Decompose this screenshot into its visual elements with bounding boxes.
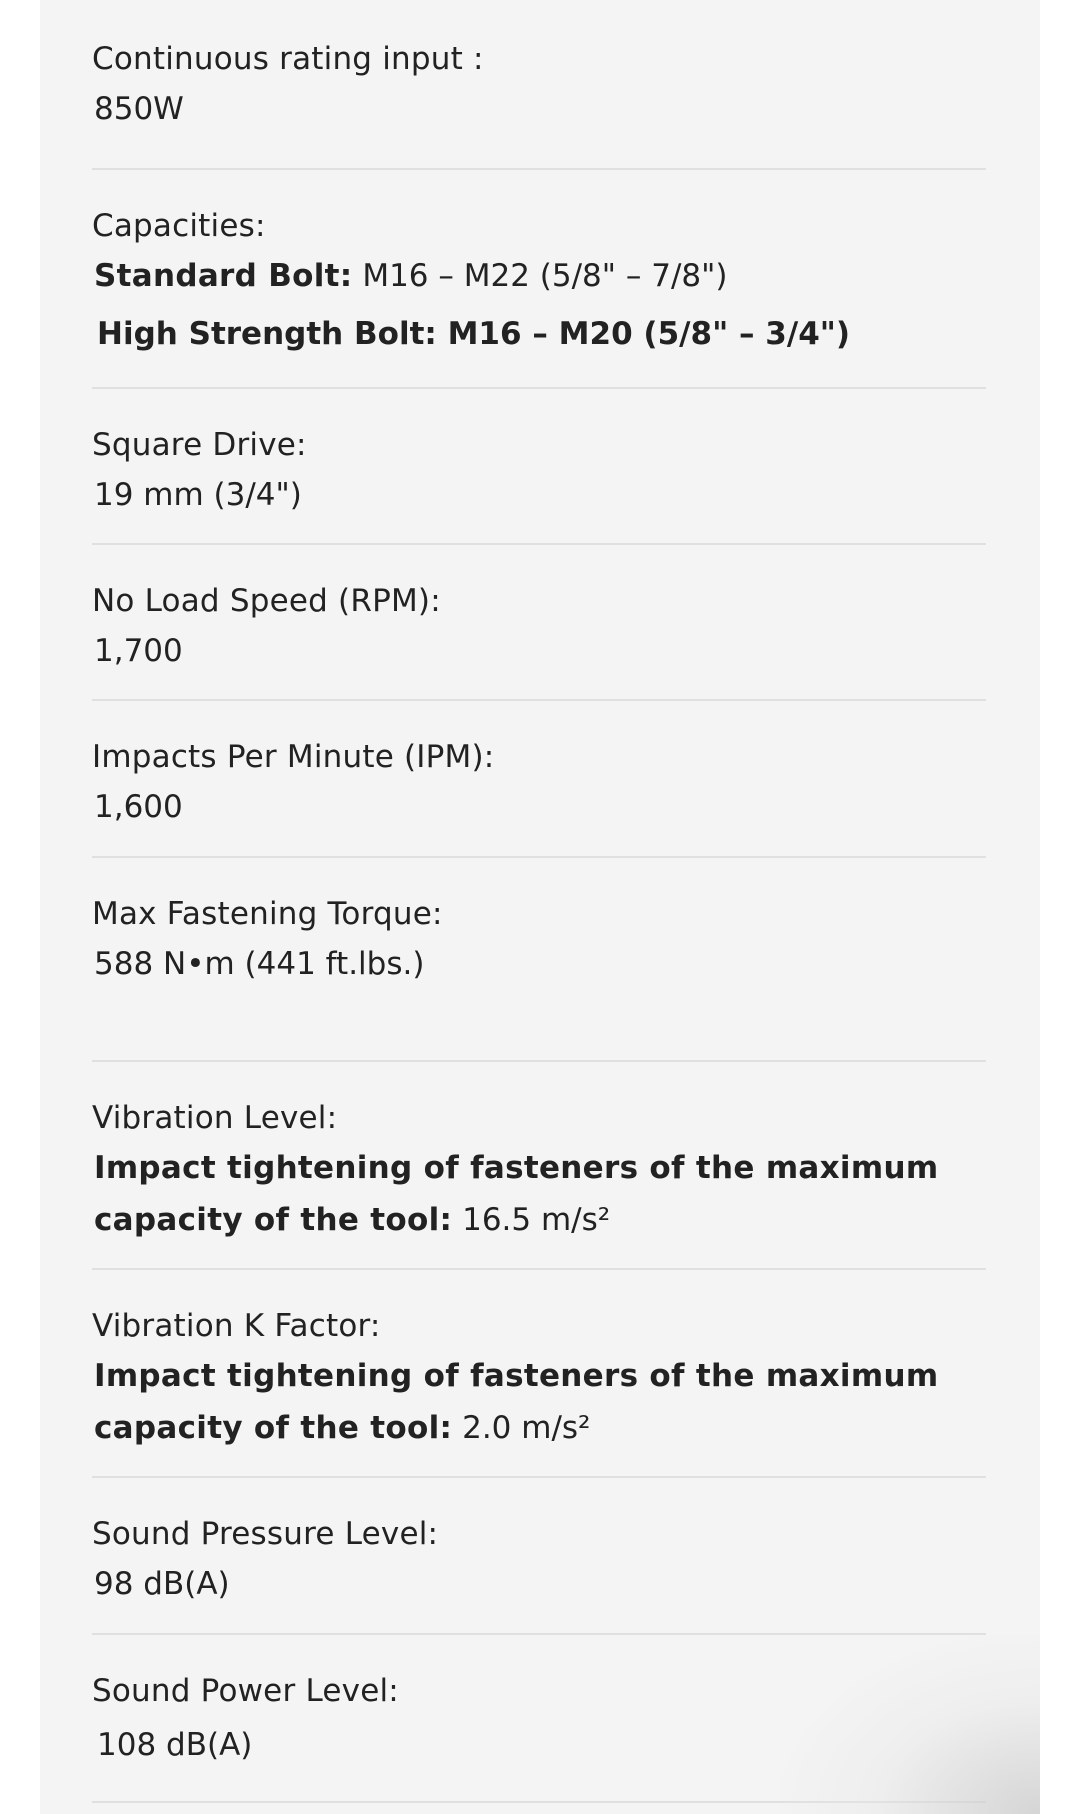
spec-list	[92, 0, 986, 1803]
spec-value: 108 dB(A)	[97, 1727, 253, 1763]
spec-value-line2	[92, 1194, 986, 1246]
spec-value-bold: Standard Bolt:	[94, 258, 353, 294]
spec-vibration-level	[92, 1062, 986, 1270]
spec-value-standard-bolt	[92, 250, 986, 302]
spec-capacities	[92, 170, 986, 389]
spec-value-bold: capacity of the tool:	[94, 1410, 453, 1446]
spec-label: No Load Speed (RPM):	[92, 583, 441, 619]
spec-value: 1,600	[94, 789, 183, 825]
spec-sound-pressure-level	[92, 1478, 986, 1635]
spec-value: 19 mm (3/4")	[94, 477, 302, 513]
spec-value: 588 N•m (441 ft.lbs.)	[94, 946, 425, 982]
spec-label: Continuous rating input :	[92, 41, 484, 77]
spec-value-text: M16 – M22 (5/8" – 7/8")	[352, 258, 728, 294]
spec-value-line1	[92, 1350, 986, 1402]
spec-value-bold: Impact tightening of fasteners of the maximum	[94, 1150, 939, 1186]
spec-label: Sound Power Level:	[92, 1673, 399, 1709]
spec-label: Sound Pressure Level:	[92, 1516, 439, 1552]
spec-value-bold: capacity of the tool:	[94, 1202, 453, 1238]
spec-label: Impacts Per Minute (IPM):	[92, 739, 495, 775]
spec-vibration-k-factor	[92, 1270, 986, 1478]
spec-impacts-per-minute	[92, 701, 986, 858]
spec-value: 1,700	[94, 633, 183, 669]
spec-value-text: 16.5 m/s²	[452, 1202, 611, 1238]
spec-max-fastening-torque	[92, 858, 986, 1062]
spec-value-high-strength-bolt: High Strength Bolt: M16 – M20 (5/8" – 3/4")	[97, 316, 851, 352]
spec-value: 98 dB(A)	[94, 1566, 230, 1602]
spec-value: 850W	[94, 91, 184, 127]
spec-label: Square Drive:	[92, 427, 307, 463]
spec-value-line2	[92, 1402, 986, 1454]
spec-value-bold: Impact tightening of fasteners of the maximum	[94, 1358, 939, 1394]
spec-label: Vibration Level:	[92, 1100, 338, 1136]
spec-sound-power-level	[92, 1635, 986, 1803]
spec-continuous-rating-input	[92, 0, 986, 170]
spec-panel	[40, 0, 1040, 1814]
spec-label: Capacities:	[92, 208, 266, 244]
spec-label: Vibration K Factor:	[92, 1308, 381, 1344]
spec-value-text: 2.0 m/s²	[452, 1410, 591, 1446]
spec-no-load-speed	[92, 545, 986, 701]
spec-square-drive	[92, 389, 986, 545]
spec-label: Max Fastening Torque:	[92, 896, 443, 932]
spec-value-line1	[92, 1142, 986, 1194]
